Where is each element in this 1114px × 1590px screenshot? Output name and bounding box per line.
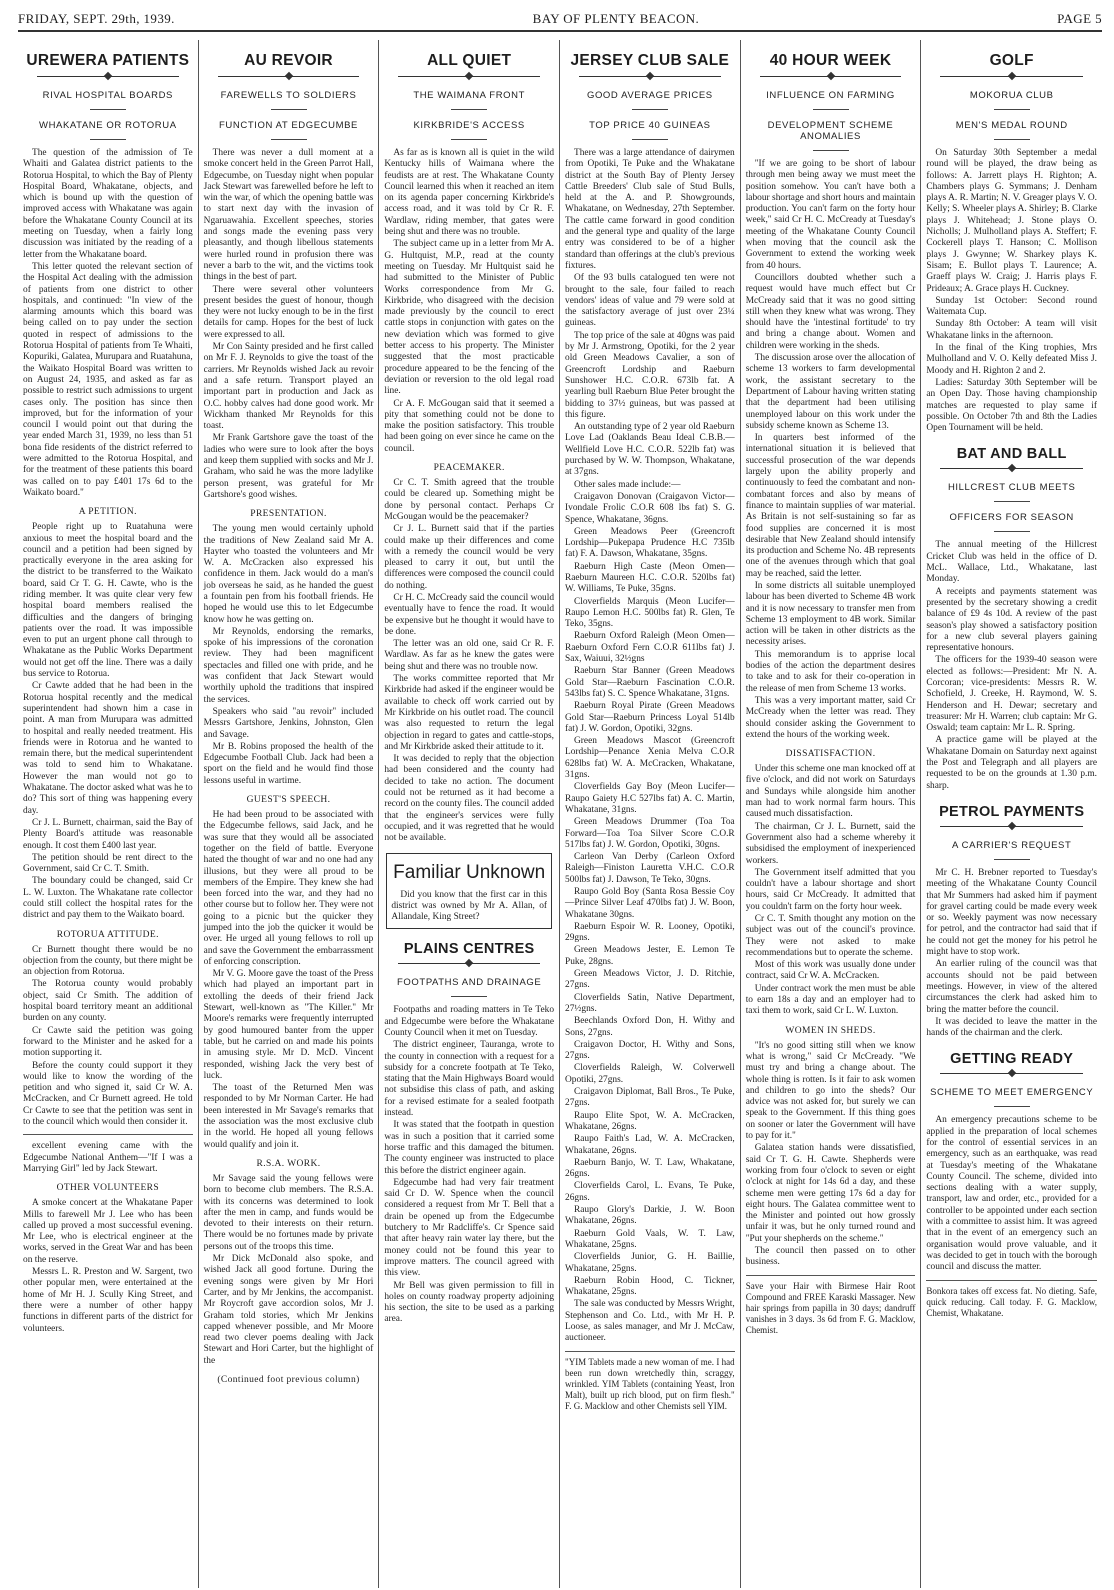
paragraph: The subject came up in a letter from Mr A. G. Hultquist, M.P., read at the county meeting on Tuesday. Mr Hultquist said he had submitted to the Minister of Public Works correspondence from Mr G. Kirkbride, who disagreed with the decision made previously by the council to erect cattle stops in conjunction with gates on the new deviation which was formed to give better access to his property. The Minister suggested that the most practicable procedure appeared to be the fencing of the deviation or reversion to the old legal road line. (384, 239, 555, 397)
headline-rule (940, 823, 1083, 830)
paragraph: The top price of the sale at 40gns was paid by Mr J. Armstrong, Opotiki, for the 2 year old Green Meadows Cavalier, a son of Greencroft Lordship and Raeburn Sunshower H.C. C.O.R. 673lb fat. A yearling bull Raeburn Blue Peter brought the bidding to 37½ guineas, but was passed at this figure. (565, 330, 735, 420)
headline-rule (940, 73, 1083, 80)
paragraph: Sunday 8th October: A team will visit Whakatane links in the afternoon. (926, 319, 1098, 341)
paragraph: On Saturday 30th September a medal round will be played, the draw being as follows: A. Jarrett plays H. Righton; A. Chambers plays G. Symmans; J. Denham plays A. R. Martin; N. V. Greager plays V. O. Kelly; S. Wheeler plays A. Shirley; B. Clarke plays J. Whitehead; J. Stone plays O. Nicholls; J. Mulholland plays A. Steffert; F. Cockerell plays T. Hanson; C. Mollison plays J. Gwynne; W. Sharkey plays K. Sisam; E. Bullot plays T. Laurence; A. Graeff plays W. Craig; J. Harris plays F. Prideaux; A. Grace plays H. Cuckney. (926, 148, 1098, 294)
article (23, 930, 193, 1129)
paragraph: The chairman, Cr J. L. Burnett, said the Government also had a scheme whereby it subsidised the employment of inexperienced workers. (745, 821, 916, 866)
paragraph: Cloverfields Gay Boy (Meon Lucifer—Raupo Gaiety H.C 527lbs fat) A. C. Martin, Whakatane, 31gns. (565, 782, 735, 815)
paragraph: Under contract work the men must be able to earn 18s a day and an employer had to taxi them to work, said Cr L. W. Luxton. (745, 983, 916, 1017)
paragraph: Raeburn Star Banner (Green Meadows Gold Star—Raeburn Fascination C.O.R. 543lbs fat) S. C. Spence Whakatane, 31gns. (565, 666, 735, 699)
paragraph: Raupo Faith's Lad, W. A. McCracken, Whakatane, 26gns. (565, 1134, 735, 1156)
deck-separator (90, 139, 126, 140)
paragraph: Raeburn Oxford Raleigh (Meon Omen—Raeburn Oxford Fern C.O.R 611lbs fat) J. Sax, Waiuui, 32½gns (565, 631, 735, 665)
paragraph: "It's no good sitting still when we know what is wrong," said Cr McCready. "We must try and bring a change about. The whole thing is rotten. Is it fair to ask women and children to go into the sheds? Our advice was not asked for, but surely we can speak to the Government. If this thing goes on sooner or later the Government will have to pay for it." (745, 1040, 916, 1142)
paragraph: The question of the admission of Te Whaiti and Galatea district patients to the Rotorua Hospital, to which the Bay of Plenty Hospital Board, Whakatane, objects, and which is bound up with the question of improved access with Whakatane was again before the Whakatane County Council at its meeting on Tuesday, when a fairly long discussion was initiated by the reading of a letter from the Whakatane board. (23, 148, 193, 260)
paragraph: Mr Savage said the young fellows were born to become club members. The R.S.A. with its concerns was determined to look after the men in camp, and funds would be devoted to their interests on their return. There would be no fortunes made by private persons out of the troops this time. (203, 1173, 374, 1252)
deck-separator (271, 139, 307, 140)
continued-note: (Continued foot previous column) (217, 1374, 360, 1385)
advertisement: Bonkora takes off excess fat. No dieting. Safe, quick reducing. Call today. F. G. Macklow, Chemist, Whakatane. (926, 1280, 1097, 1319)
paragraph: In some districts all suitable unemployed labour has been diverted to Scheme 4B work and it is now necessary to transfer men from Scheme 13 employment to 4B work. Similar action will be taken in other districts as the necessity arises. (745, 580, 916, 648)
paragraph: Mr Dick McDonald also spoke, and wished Jack all good fortune. During the evening songs were given by Mr Hori Carter, and by Mr Jenkins, the accompanist. Mr Roycroft gave accordion solos, Mr J. Graham told stories, which Mr Jenkins capped whenever possible, and Mr Moore read two clever poems dealing with Jack Stewart and Hori Carter, but the highlight of the (203, 1254, 374, 1366)
subheadline: FAREWELLS TO SOLDIERS (220, 90, 357, 101)
deck-separator (994, 501, 1030, 502)
paragraph: Cr A. F. McGougan said that it seemed a pity that something could not be done to make the position satisfactory. This trouble had been going on ever since he came on the council. (384, 398, 555, 454)
paragraph: Councillors doubted whether such a request would have much effect but Cr McCready said that it was no good sitting still when they knew what was wrong. They should have the 'intestinal fortitude' to try and bring a change about. Women and children were working in the sheds. (745, 272, 916, 351)
paragraph: Cr C. T. Smith agreed that the trouble could be cleared up. Something might be done by personal contact. Perhaps Cr McGougan would be the peacemaker? (384, 478, 555, 522)
subheadline: TOP PRICE 40 GUINEAS (589, 120, 711, 131)
subheadline: GOOD AVERAGE PRICES (586, 90, 713, 101)
deck-separator (451, 996, 487, 997)
article (384, 52, 554, 455)
continued-rule (23, 1134, 193, 1135)
section-subhead: A PETITION. (78, 507, 137, 518)
column-1 (18, 40, 199, 1588)
deck-separator (994, 139, 1030, 140)
paragraph: In the final of the King trophies, Mrs Mulholland and V. O. Kelly defeated Miss J. Moody and H. Righton 2 and 2. (926, 343, 1098, 376)
column-2 (199, 40, 380, 1588)
paragraph: Cloverfields Carol, L. Evans, Te Puke, 26gns. (565, 1181, 735, 1203)
paragraph: Cr J. L. Burnett said that if the parties could make up their differences and come with a remedy the council would be very pleased to carry it out, but until the differences were composed the council could do nothing. (384, 524, 555, 591)
paper-name: BAY OF PLENTY BEACON. (532, 11, 700, 26)
paragraph: Cr Burnett thought there would be no objection from the county, but there might be an objection from Rotorua. (23, 944, 193, 978)
paragraph: Footpaths and roading matters in Te Teko and Edgecumbe were before the Whakatane County Council when it met on Tuesday. (384, 1005, 555, 1038)
paragraph: A receipts and payments statement was presented by the secretary showing a credit balance of £9 4s 10d. A review of the past season's play showed a satisfactory position for a new club several players gaining representative honours. (926, 586, 1098, 654)
paragraph: Cr C. T. Smith thought any motion on the subject was out of the council's province. They were not asked to make recommendations but to operate the scheme. (745, 914, 916, 958)
paragraph: The annual meeting of the Hillcrest Cricket Club was held in the office of D. McL. Wallace, Ltd., Whakatane, last Monday. (926, 540, 1098, 585)
article (926, 804, 1097, 1039)
article (23, 1134, 193, 1175)
headline-rule (940, 1070, 1083, 1077)
paragraph: The works committee reported that Mr Kirkbride had asked if the engineer would be available to check off work carried out by Mr Kirkbride on his outlet road. The council was also requested to return the legal objection in regard to gates and cattle-stops, and Mr Kirkbride asked their attitude to it. (384, 674, 555, 752)
article (204, 1159, 374, 1385)
paragraph: Raeburn Espoir W. R. Looney, Opotiki, 29gns. (565, 921, 735, 944)
section-subhead: ROTORUA ATTITUDE. (56, 929, 159, 940)
headline: PLAINS CENTRES (403, 941, 535, 958)
headline: UREWERA PATIENTS (26, 52, 190, 69)
article (565, 52, 735, 1412)
headline: JERSEY CLUB SALE (570, 52, 730, 69)
paragraph: There were several other volunteers present besides the guest of honour, though they were not lucky enough to be in the first details for camp. Hopes for the best of luck were expressed to all. (203, 284, 374, 340)
page-number: PAGE 5 (1057, 11, 1102, 26)
subheadline: A CARRIER'S REQUEST (952, 839, 1072, 851)
paragraph: Mr Bell was given permission to fill in holes on county roadway property adjoining his section, the site to be used as a parking area. (384, 1280, 555, 1325)
paragraph: The young men would certainly uphold the traditions of New Zealand said Mr A. Hayter who toasted the volunteers and Mr W. A. McCracken also expressed his confidence in them. Jack would do a man's job overseas he said, as he handed the guest a fountain pen from his football friends. He hoped he would use this to let Edgecumbe know how he was getting on. (203, 524, 374, 625)
article (23, 507, 193, 921)
deck-separator (451, 109, 487, 110)
paragraph: Green Meadows Drummer (Toa Toa Forward—Toa Toa Silver Score C.O.R 517lbs fat) J. W. Gordon, Opotiki, 30gns. (565, 817, 735, 850)
paragraph: An outstanding type of 2 year old Raeburn Love Lad (Oaklands Beau Ideal C.B.B.—Wellfield Love H.C. C.O.R. 522lb fat) was purchased by W. W. Thompson, Whakatane, at 37gns. (565, 422, 735, 478)
paragraph: It was stated that the footpath in question was in such a position that it carried some horse traffic and this damaged the bitumen. The county engineer was instructed to place this before the district engineer again. (384, 1120, 555, 1176)
paragraph: Galatea station hands were dissatisfied, said Cr T. G. H. Cawte. Shepherds were working from four o'clock to seven or eight o'clock at night for 14s 6d a day, and these scheme men were getting 17s 6d a day for eight hours. The Galatea committee went to the Minister and pointed out how grossly unfair it was, but he only turned round and "Put your shepherds on the scheme." (745, 1143, 916, 1244)
paragraph: He had been proud to be associated with the Edgecumbe fellows, said Jack, and he was sure that they would all be associated together on the field of battle. Everyone hated the thought of war and no one had any illusions, but they were all proud to be members of the Empire. They knew she had been forced into the war, and they had no other course but to follow her. They were not going to a picnic but the quicker they jumped into the job the quicker it would be over. He urged all young fellows to roll up and save the Government the embarrassment of enforcing conscription. (203, 810, 374, 967)
paragraph: Cr Cawte said the petition was going forward to the Minister and he asked for a motion supporting it. (23, 1025, 193, 1059)
headline: GETTING READY (950, 1051, 1074, 1068)
paragraph: Cr Cawte added that he had been in the Rotorua hospital recently and the medical superintendent had shown him a case in point. A man from Murupara was admitted to hospital and really needed treatment. His friends were in Rotorua and he wanted to remain there, but the medical superintendent was told to send him to Whakatane. However the man would not go to Whakatane. The doctor asked what was he to do? This sort of thing was happening every day. (23, 681, 193, 816)
paragraph: Green Meadows Jester, E. Lemon Te Puke, 28gns. (565, 945, 735, 967)
paragraph: Raeburn Robin Hood, C. Tickner, Whakatane, 25gns. (565, 1275, 735, 1298)
paragraph: This was a very important matter, said Cr McCready when the letter was read. They should consider asking the Government to extend the hours of the working week. (745, 695, 916, 740)
deck-separator (994, 859, 1030, 860)
paragraph: Cr H. C. McCready said the council would eventually have to fence the road. It would be expensive but he thought it would have to be done. (384, 592, 555, 637)
headline-rule (37, 73, 179, 80)
subheadline: THE WAIMANA FRONT (413, 90, 526, 101)
article (23, 52, 193, 499)
paragraph: Raeburn Gold Vaals, W. T. Law, Whakatane, 25gns. (565, 1228, 735, 1250)
article (746, 52, 916, 741)
paragraph: Mr C. H. Brebner reported to Tuesday's meeting of the Whakatane County Council that Mr Summers had asked him if payment for gravel carting could be made every week or so. Weekly payment was now necessary for petrol, and the contractor had said that if he could not get the money for his petrol he might have to stop work. (926, 867, 1098, 958)
paragraph: The Government itself admitted that you couldn't have a labour shortage and short hours, said Cr McCready. It admitted that you couldn't farm on the forty hour week. (745, 867, 916, 912)
section-subhead: PEACEMAKER. (433, 463, 505, 474)
paragraph: Beechlands Oxford Don, H. Withy and Sons, 27gns. (565, 1016, 735, 1038)
article (384, 941, 554, 1325)
article (384, 463, 554, 845)
paragraph: Carleon Van Derby (Carleon Oxford Raleigh—Finiston Lauretta V.H.C. C.O.R 500lbs fat) J. Dawson, Te Teko, 30gns. (565, 852, 735, 885)
section-subhead: R.S.A. WORK. (256, 1158, 321, 1169)
advertisement: Save your Hair with Birmese Hair Root Compound and FREE Karaski Massager. New hair springs from papilla in 30 days; dandruff vanishes in 3 days. 3s 6d from F. G. Macklow, Chemist. (746, 1275, 916, 1336)
section-subhead: GUEST'S SPEECH. (246, 795, 331, 806)
paragraph: Mr Con Sainty presided and he first called on Mr F. J. Reynolds to give the toast of the carriers. Mr Reynolds wished Jack au revoir and a safe return. Transport played an important part in production and Jack as O.C. hobby calves had done good work. Mr Wickham thanked Mr Reynolds for this toast. (203, 342, 374, 432)
article (926, 446, 1097, 792)
masthead (18, 10, 1102, 32)
paragraph: Did you know that the first car in this district was owned by Mr A. Allan, of Allandale, King Street? (391, 889, 548, 923)
headline-rule (398, 960, 540, 967)
paragraph: excellent evening came with the Edgecumbe National Anthem—"If I was a Marrying Girl" led by Jack Stewart. (23, 1141, 193, 1174)
paragraph: Green Meadows Peer (Greencroft Lordship—Pukepapa Prudence H.C 735lb fat) F. A. Dawson, Whakatane, 35gns. (565, 526, 735, 560)
paragraph: The Rotorua county would probably object, said Cr Smith. The addition of hospital board territory meant an additional burden on any county. (23, 979, 193, 1024)
paragraph: The letter was an old one, said Cr R. F. Wardlaw. As far as he knew the gates were being shut and there was no trouble now. (384, 639, 555, 672)
deck-separator (994, 1106, 1030, 1107)
paragraph: Edgecumbe had had very fair treatment said Cr D. W. Spence when the council considered a request from Mr T. Bell that a drain be opened up from the Edgecumbe butchery to Mr Radcliffe's. Cr Spence said that after heavy rain water lay there, but the money could not be found this year to improve matters. The council agreed with this view. (384, 1177, 555, 1279)
article (204, 795, 374, 1151)
column-4 (560, 40, 741, 1588)
paragraph: The toast of the Returned Men was responded to by Mr Norman Carter. He had been interested in Mr Savage's remarks that the association was the most exclusive club in the world. He hoped all young fellows would qualify and join it. (203, 1083, 374, 1150)
paragraph: Mr V. G. Moore gave the toast of the Press which had played an important part in extolling the deeds of their friend Jack Stewart, well-known as "The Killer." Mr Moore's remarks were frequently interrupted by good humoured banter from the upper table, but he carried on and made his points in amusing style. Mr D. McD. Vincent responded, wishing Jack the very best of luck. (203, 969, 374, 1081)
paragraph: A practice game will be played at the Whakatane Domain on Saturday next against the Post and Telegraph and all players are requested to be on the grounds at 1.30 p.m. sharp. (926, 735, 1098, 791)
paragraph: Cloverfields Marquis (Meon Lucifer—Raupo Lemon H.C. 500lbs fat) R. Glen, Te Teko, 35gns. (565, 596, 735, 630)
paragraph: As far as is known all is quiet in the wild Kentucky hills of Waimana where the feudists are at rest. The Whakatane County Council learned this when it reached an item on its agenda paper concerning Kirkbride's access road, and it was told by Cr R. F. Wardlaw, riding member, that gates were being shut and there was no trouble. (384, 148, 555, 238)
subheadline: WHAKATANE OR ROTORUA (39, 120, 177, 131)
paragraph: The petition should be rent direct to the Government, said Cr C. T. Smith. (23, 852, 193, 875)
subheadline: DEVELOPMENT SCHEME ANOMALIES (767, 120, 894, 142)
paragraph: Mr Frank Gartshore gave the toast of the ladies who were sure to look after the boys and keep them supplied with socks and Mr J. Graham, who said he was the more ladylike person present, was grateful for Mr Gartshore's good wishes. (203, 433, 374, 500)
subheadline: MEN'S MEDAL ROUND (955, 120, 1068, 131)
paragraph: Mr Reynolds, endorsing the remarks, spoke of his impressions of the coronation review. They had been magnificent spectacles and filled one with pride, and he was confident that Jack Stewart would worthily uphold the traditions that inspired the services. (203, 626, 374, 705)
paragraph: Green Meadows Mascot (Greencroft Lordship—Penance Xenia Melva C.O.R 628lbs fat) W. A. McCracken, Whakatane, 31gns. (565, 736, 735, 781)
headline: GOLF (989, 52, 1034, 69)
headline-rule (940, 465, 1083, 472)
headline: 40 HOUR WEEK (769, 52, 892, 69)
deck-separator (813, 109, 849, 110)
paragraph: Speakers who said "au revoir" included Messrs Gartshore, Jenkins, Johnston, Glen and Savage. (203, 706, 374, 740)
headline: AU REVOIR (244, 52, 333, 69)
paragraph: Raeburn Banjo, W. T. Law, Whakatane, 26gns. (565, 1157, 735, 1180)
section-subhead: WOMEN IN SHEDS. (785, 1025, 876, 1036)
subheadline: KIRKBRIDE'S ACCESS (413, 120, 525, 131)
article (926, 1051, 1097, 1318)
paragraph: Craigavon Donovan (Craigavon Victor—Ivondale Frolic C.O.R 608 lbs fat) S. G. Spence, Whakatane, 36gns. (565, 491, 735, 525)
headline-rule (579, 73, 721, 80)
paragraph: The district engineer, Tauranga, wrote to the county in connection with a request for a subsidy for a concrete footpath at Te Teko, stating that the Main Highways Board would not subsidise this class of path, and asking for a revised estimate for a sealed footpath instead. (384, 1040, 555, 1119)
paragraph: Raupo Elite Spot, W. A. McCracken, Whakatane, 26gns. (565, 1110, 735, 1132)
deck-separator (632, 109, 668, 110)
article (746, 1026, 916, 1336)
paragraph: Raeburn Royal Pirate (Green Meadows Gold Star—Raeburn Princess Loyal 514lb fat) J. W. Gordon, Opotiki, 32gns. (565, 701, 735, 734)
section-subhead: PRESENTATION. (250, 509, 327, 520)
column-3 (379, 40, 560, 1588)
paragraph: Of the 93 bulls catalogued ten were not brought to the sale, four failed to reach vendors' ideas of value and 79 were sold at the satisfactory average of just over 23¼ guineas. (565, 273, 735, 329)
paragraph: An emergency precautions scheme to be applied in the preparation of local schemes for the control of essential services in an emergency, such as an earthquake, was read at Tuesday's meeting of the Whakatane County Council. The scheme, divided into sections dealing with a water supply, transport, law and order, etc., provided for a controller to be appointed under each section with a committee to assist him. It was agreed that in the event of an emergency such an organisation would prove valuable, and it was decided to get in touch with the borough council and discuss the matter. (926, 1115, 1098, 1273)
subheadline: MOKORUA CLUB (969, 90, 1054, 101)
paragraph: Raupo Gold Boy (Santa Rosa Bessie Coy—Prince Silver Leaf 470lbs fat) J. W. Boon, Whakatane 30gns. (565, 887, 735, 920)
deck-separator (90, 109, 126, 110)
deck-separator (451, 139, 487, 140)
headline: ALL QUIET (427, 52, 512, 69)
paragraph: An earlier ruling of the council was that accounts should not be paid between meetings. However, in view of the altered circumstances the clerk had asked him to bring the matter before the council. (926, 959, 1098, 1015)
advertisement: "YIM Tablets made a new woman of me. I had been run down wretchedly thin, scraggy, wrinkled. YIM Tablets (containing Yeast, Iron Malt), built up rich blood, put on firm flesh." F. G. Macklow and other Chemists sell YIM. (565, 1351, 735, 1412)
paragraph: Cloverfields Raleigh, W. Colverwell Opotiki, 27gns. (565, 1063, 735, 1085)
paragraph: The officers for the 1939-40 season were elected as follows:—President: Mr N. A. Corcoran; vice-presidents: Messrs R. W. Schofield, J. Creeke, H. Raymond, W. S. Henderson and H. Dewar; secretary and treasurer: Mr H. Warren; club captain: Mr G. Oswald; team captain: Mr L. R. Spring. (926, 655, 1098, 734)
column-5 (741, 40, 922, 1588)
paragraph: In quarters best informed of the international situation it is believed that successful prosecution of the war depends largely upon the ability properly and continuously to feed the combatant and non-combatant forces and also by means of finance to maintain supplies of war material. As Britain is not self-sustaining so far as food supplies are concerned it is most desirable that New Zealand should intensify its production and Scheme No. 4B represents one of the avenues through which that goal may be reached, said the letter. (745, 433, 916, 579)
headline: PETROL PAYMENTS (939, 803, 1085, 820)
paragraph: There was a large attendance of dairymen from Opotiki, Te Puke and the Whakatane district at the South Bay of Plenty Jersey Cattle Breeders' Club sale of Stud Bulls, held at the A. and P. Showgrounds, Whakatane, on Wednesday, 27th September. The cattle came forward in good condition and the general type and quality of the large entry was considered to be of a higher standard than offerings at the club's previous fixtures. (565, 148, 735, 271)
article (204, 52, 374, 501)
deck-separator (632, 139, 668, 140)
paragraph: Sunday 1st October: Second round Waitemata Cup. (926, 295, 1098, 318)
paragraph: Other sales made include:— (574, 479, 681, 490)
deck-separator (813, 150, 849, 151)
paragraph: Craigavon Diplomat, Ball Bros., Te Puke, 27gns. (565, 1087, 735, 1109)
feature-title: Familiar Unknown (393, 861, 546, 883)
paragraph: Ladies: Saturday 30th September will be an Open Day. Those having championship matches are requested to play same if possible. On October 7th and 8th the Ladies Open Tournament will be held. (926, 377, 1098, 434)
article (746, 749, 916, 1018)
subheadline: FOOTPATHS AND DRAINAGE (397, 977, 542, 989)
deck-separator (994, 531, 1030, 532)
paragraph: Raupo Glory's Darkie, J. W. Boon Whakatane, 26gns. (565, 1205, 735, 1227)
section-subhead: OTHER VOLUNTEERS (56, 1183, 160, 1194)
headline-rule (398, 73, 540, 80)
paragraph: This memorandum is to apprise local bodies of the action the department desires to take and to ask for their co-operation in the release of men from Scheme 13 works. (745, 649, 916, 694)
issue-date: FRIDAY, SEPT. 29th, 1939. (18, 11, 175, 26)
paragraph: It was decided to leave the matter in the hands of the chairman and the clerk. (926, 1016, 1098, 1039)
paragraph: Before the county could support it they would like to know the wording of the petition and who signed it, said Cr W. A. McCracken, and Cr Burnett agreed. He told Cr Cawte to see that the petition was sent in to the council which would then consider it. (23, 1060, 193, 1128)
paragraph: Cloverfields Satin, Native Department, 27½gns. (565, 992, 735, 1014)
headline: BAT AND BALL (956, 446, 1067, 463)
paragraph: Green Meadows Victor, J. D. Ritchie, 27gns. (565, 969, 735, 991)
paragraph: Cr J. L. Burnett, chairman, said the Bay of Plenty Board's attitude was reasonable enough. It cost them £400 last year. (23, 817, 193, 851)
paragraph: There was never a dull moment at a smoke concert held in the Green Parrot Hall, Edgecumbe, on Tuesday night when popular Jack Stewart was farewelled before he left to win the war, of which the opening battle was to start next day with the invasion of Ngaruawahia. Excellent speeches, stories and songs made the evening pass very pleasantly, and though libellous statements were hurled round in profusion there was never a barb to the wit, and the victims took things in the best of part. (203, 148, 374, 283)
boxed-feature (386, 853, 552, 930)
paragraph: Craigavon Doctor, H. Withy and Sons, 27gns. (565, 1039, 735, 1062)
subheadline: OFFICERS FOR SEASON (949, 512, 1074, 524)
paragraph: The boundary could be changed, said Cr L. W. Luxton. The Whakatane rate collector could still collect the hospital rates for the district and pay them to the Waikato board. (23, 876, 193, 921)
column-6 (921, 40, 1102, 1588)
paragraph: Cloverfields Junior, G. H. Baillie, Whakatane, 25gns. (565, 1252, 735, 1274)
article (23, 1183, 193, 1335)
paragraph: "If we are going to be short of labour through men being away we must meet the position somehow. You can't have both a labour shortage and short hours and maintain production. You can't farm on the forty hour week," said Cr H. C. McCready at Tuesday's meeting of the Whakatane County Council when moving that the council ask the Government to extend the working week from 40 hours. (745, 159, 916, 271)
paragraph: The sale was conducted by Messrs Wright, Stephenson and Co. Ltd., with Mr H. P. Loose, as sales manager, and Mr J. McCaw, auctioneer. (565, 1299, 735, 1344)
paragraph: Raeburn High Caste (Meon Omen—Raeburn Maureen H.C. C.O.R. 520lbs fat) W. Williams, Te Puke, 35gns. (565, 561, 735, 595)
subheadline: INFLUENCE ON FARMING (766, 90, 895, 101)
paragraph: Under this scheme one man knocked off at five o'clock, and did not work on Saturdays and Sundays while alongside him another man had to work normal farm hours. This caused much dissatisfaction. (745, 764, 916, 820)
columns (18, 40, 1102, 1588)
paragraph: The discussion arose over the allocation of scheme 13 workers to farm developmental work, the assistant secretary to the Department of Labour having written stating that the department had been utilising unemployed labour on this work under the subsidy scheme known as Scheme 13. (745, 353, 916, 431)
subheadline: HILLCREST CLUB MEETS (947, 482, 1076, 494)
subheadline: FUNCTION AT EDGECUMBE (219, 120, 358, 131)
deck-separator (271, 109, 307, 110)
paragraph: People right up to Ruatahuna were anxious to meet the hospital board and the council and a petition had been signed by practically everyone in the area asking for the district to be transferred to the Waikato board, said Cr T. G. H. Cawte, who is the riding member. It was quite clear very few hospital board members realised the difficulties and the dangers of bringing patients over the road. It was impossible even to put an urgent phone call through to Whakatane as the Public Works Department would not get off the line. There was a daily bus service to Rotorua. (23, 522, 193, 680)
paragraph: It was decided to reply that the objection had been considered and the county had decided to take no action. The document could not be returned as it had become a record on the county files. The council added that the engineer's services were fully occupied, and it was regretted that he would not be available. (384, 754, 555, 844)
headline-rule (760, 73, 902, 80)
deck-separator (994, 109, 1030, 110)
headline-rule (218, 73, 360, 80)
paragraph: The council then passed on to other business. (745, 1246, 916, 1268)
paragraph: Messrs L. R. Preston and W. Sargent, two other popular men, were entertained at the home of Mr H. J. Scully King Street, and there were a number of other happy functions in different parts of the district for volunteers. (23, 1267, 193, 1334)
paragraph: This letter quoted the relevant section of the Hospital Act dealing with the admission of patients from one district to other hospitals, and continued: "In view of the alarming amounts which this board was being called on to pay under the section quoted in respect of admissions to the Rotorua Hospital of patients from Te Whaiti, Kopuriki, Galatea, Murupara and Ruatahuna, the Waikato Hospital Board was written to on August 24, 1935, and asked as far as possible to restrict such admissions to urgent cases only. The position has since then improved, but for the information of your council I would point out that during the year ended March 31, 1939, no less than 51 bona fide residents of the district referred to were admitted to the Rotorua Hospital, and for the treatment of these patients this board was called on to pay £401 17s 6d to the Waikato board." (23, 261, 193, 498)
subheadline: RIVAL HOSPITAL BOARDS (42, 90, 173, 101)
subheadline: SCHEME TO MEET EMERGENCY (930, 1087, 1094, 1099)
paragraph: Most of this work was usually done under contract, said Cr W. A. McCracken. (745, 960, 916, 982)
paragraph: A smoke concert at the Whakatane Paper Mills to farewell Mr J. Lee who has been called up proved a most successful evening. Mr Lee, who is electrical engineer at the works, served in the Great War and has been on the reserve. (23, 1198, 193, 1265)
article (204, 509, 374, 787)
paragraph: Mr B. Robins proposed the health of the Edgecumbe Football Club. Jack had been a sport on the field and he would find those lessons useful in wartime. (203, 741, 374, 786)
article (926, 52, 1097, 434)
section-subhead: DISSATISFACTION. (785, 749, 876, 760)
